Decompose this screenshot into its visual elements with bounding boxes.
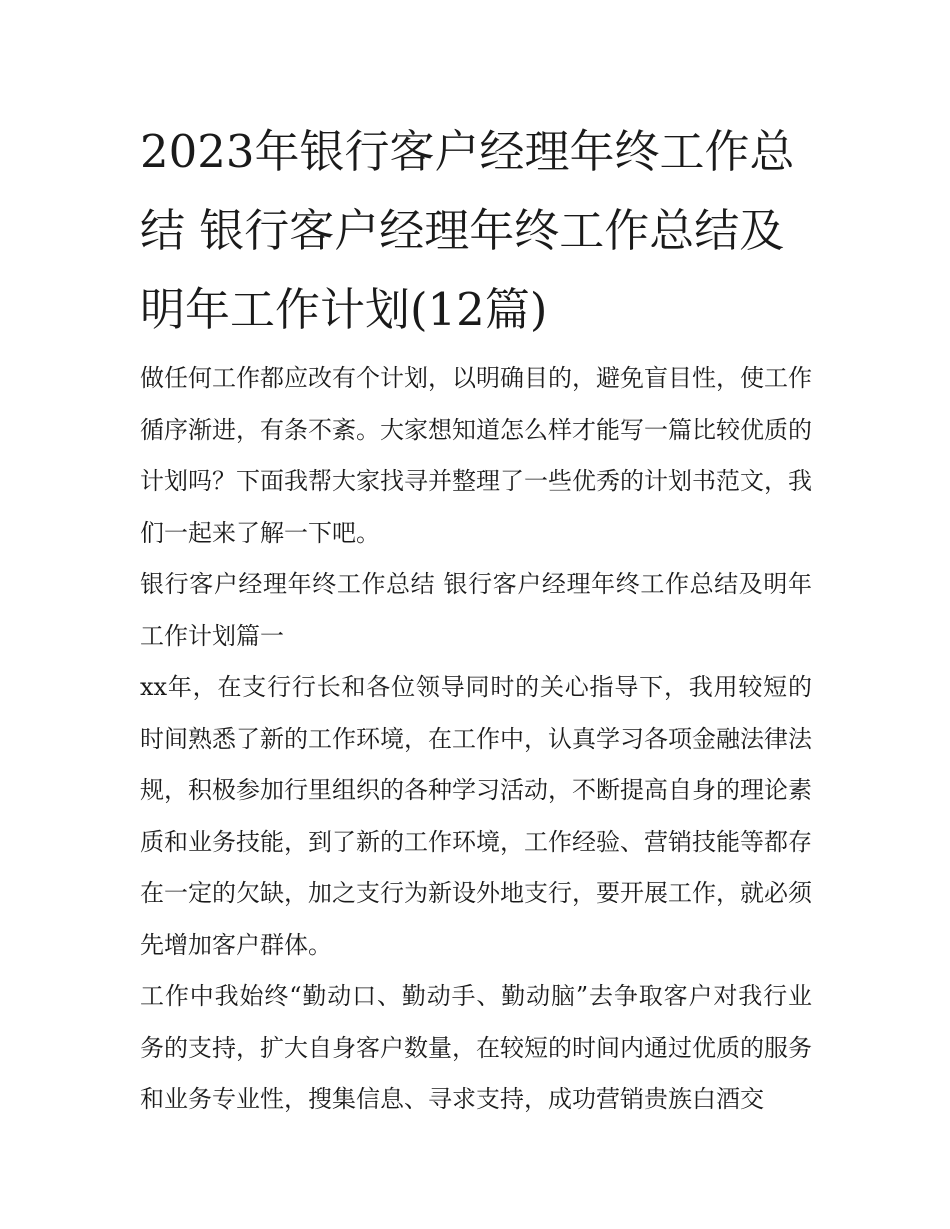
body-paragraph: 工作中我始终“勤动口、勤动手、勤动脑”去争取客户对我行业务的支持，扩大自身客户数量，在较短的时间内通过优质的服务和业务专业性，搜集信息、寻求支持，成功营销贵族白酒交 xyxy=(140,982,812,1113)
document-title: 2023年银行客户经理年终工作总结 银行客户经理年终工作总结及明年工作计划(12篇) xyxy=(140,125,795,336)
intro-paragraph: 做任何工作都应改有个计划，以明确目的，避免盲目性，使工作循序渐进，有条不紊。大家想知道怎么样才能写一篇比较优质的计划吗？下面我帮大家找寻并整理了一些优秀的计划书范文，我们一起来了解一下吧。 xyxy=(140,364,812,547)
section-heading: 银行客户经理年终工作总结 银行客户经理年终工作总结及明年工作计划篇一 xyxy=(140,570,812,650)
body-paragraph: xx年，在支行行长和各位领导同时的关心指导下，我用较短的时间熟悉了新的工作环境，在工作中，认真学习各项金融法律法规，积极参加行里组织的各种学习活动，不断提高自身的理论素质和业务技能，到了新的工作环境，工作经验、营销技能等都存在一定的欠缺，加之支行为新设外地支行，要开展工作，就必须先增加客户群体。 xyxy=(140,673,812,959)
document-page xyxy=(140,112,812,1126)
